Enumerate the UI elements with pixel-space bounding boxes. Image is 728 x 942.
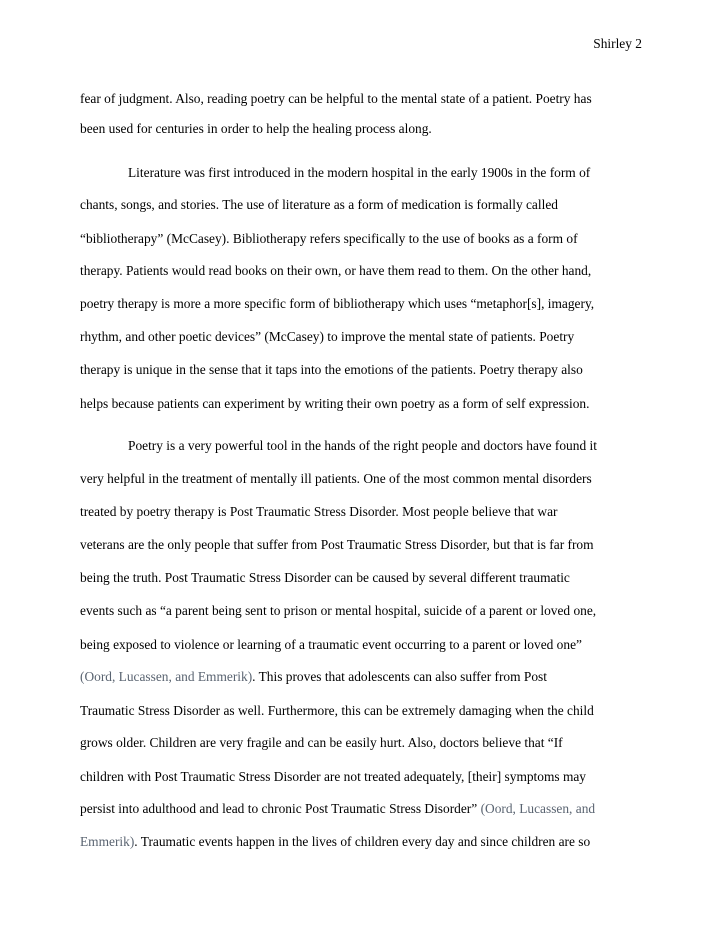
- body-line: [80, 735, 563, 751]
- line-text: chants, songs, and stories. The use of literature as a form of medication is formally called: [80, 197, 558, 212]
- body-line: [80, 121, 432, 137]
- body-line: [80, 801, 595, 817]
- body-line: [80, 296, 594, 312]
- body-line: [80, 669, 547, 685]
- line-text: persist into adulthood and lead to chronic Post Traumatic Stress Disorder”: [80, 801, 481, 816]
- line-text: fear of judgment. Also, reading poetry can be helpful to the mental state of a patient. Poetry has: [80, 91, 592, 106]
- body-line: [80, 362, 583, 378]
- citation: (Oord, Lucassen, and Emmerik): [80, 669, 253, 684]
- citation: (Oord, Lucassen, and: [480, 801, 596, 816]
- line-text: therapy. Patients would read books on their own, or have them read to them. On the other hand,: [80, 263, 592, 278]
- body-line: [80, 263, 591, 279]
- line-text: being exposed to violence or learning of a traumatic event occurring to a parent or loved one”: [80, 637, 582, 652]
- line-text: poetry therapy is more a more specific form of bibliotherapy which uses “metaphor[s], imagery,: [80, 296, 595, 311]
- body-line: [80, 504, 558, 520]
- line-text: grows older. Children are very fragile and can be easily hurt. Also, doctors believe that “If: [80, 735, 563, 750]
- body-line: [80, 603, 596, 619]
- body-line: [80, 91, 592, 107]
- line-text: treated by poetry therapy is Post Traumatic Stress Disorder. Most people believe that war: [80, 504, 558, 519]
- body-line: [80, 537, 594, 553]
- body-line: [80, 396, 589, 412]
- line-text: therapy is unique in the sense that it taps into the emotions of the patients. Poetry therapy also: [80, 362, 583, 377]
- body-line: [80, 231, 578, 247]
- line-text: events such as “a parent being sent to prison or mental hospital, suicide of a parent or loved one,: [80, 603, 597, 618]
- paragraph-first-line: [128, 165, 590, 181]
- body-line: [80, 834, 590, 850]
- paragraph-first-line: [128, 438, 597, 454]
- line-text: rhythm, and other poetic devices” (McCasey) to improve the mental state of patients. Poetry: [80, 329, 575, 344]
- line-text: . Traumatic events happen in the lives of children every day and since children are so: [134, 834, 591, 849]
- line-text: children with Post Traumatic Stress Disorder are not treated adequately, [their] symptoms may: [80, 769, 587, 784]
- body-line: [80, 703, 594, 719]
- body-line: [80, 471, 592, 487]
- line-text: veterans are the only people that suffer from Post Traumatic Stress Disorder, but that is far from: [80, 537, 594, 552]
- body-line: [80, 769, 586, 785]
- line-text: very helpful in the treatment of mentally ill patients. One of the most common mental disorders: [80, 471, 592, 486]
- body-line: [80, 570, 570, 586]
- line-text: Poetry is a very powerful tool in the hands of the right people and doctors have found it: [128, 438, 597, 453]
- line-text: Traumatic Stress Disorder as well. Furthermore, this can be extremely damaging when the child: [80, 703, 594, 718]
- body-line: [80, 637, 582, 653]
- citation: Emmerik): [80, 834, 135, 849]
- body-line: [80, 197, 558, 213]
- line-text: helps because patients can experiment by writing their own poetry as a form of self expression.: [80, 396, 590, 411]
- line-text: being the truth. Post Traumatic Stress Disorder can be caused by several different traumatic: [80, 570, 570, 585]
- body-line: [80, 329, 574, 345]
- running-head: Shirley 2: [593, 36, 642, 51]
- line-text: “bibliotherapy” (McCasey). Bibliotherapy refers specifically to the use of books as a form of: [80, 231, 578, 246]
- line-text: . This proves that adolescents can also suffer from Post: [252, 669, 547, 684]
- line-text: Literature was first introduced in the modern hospital in the early 1900s in the form of: [128, 165, 591, 180]
- line-text: been used for centuries in order to help the healing process along.: [80, 121, 432, 136]
